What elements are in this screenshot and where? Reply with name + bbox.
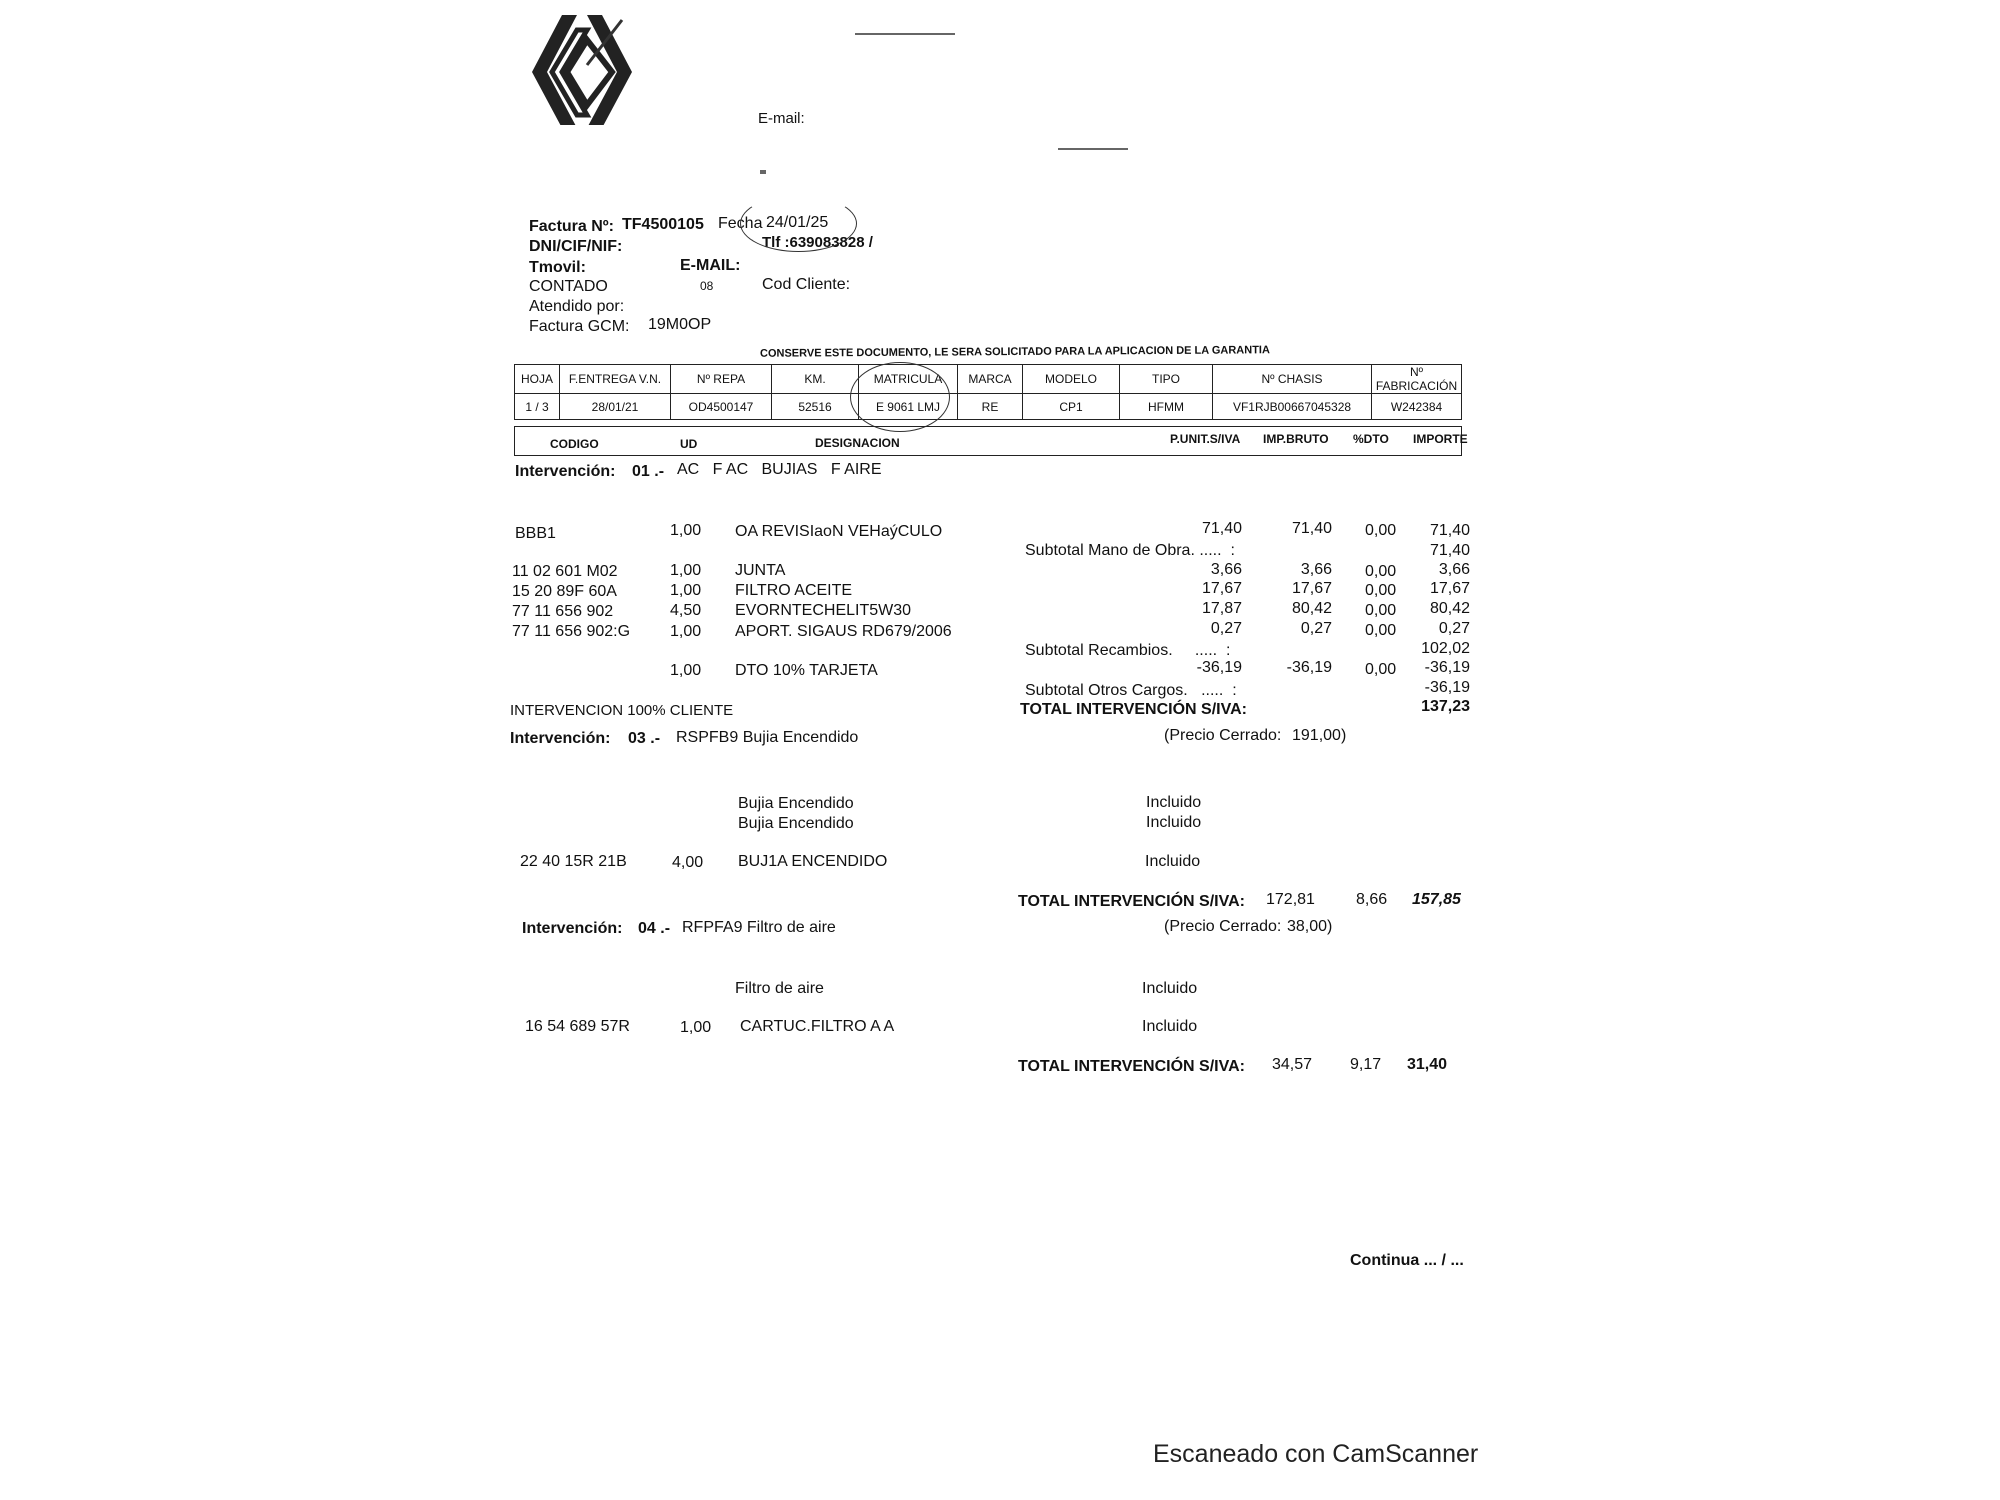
line-punit: -36,19 <box>1196 659 1242 676</box>
line-bruto: 71,40 <box>1291 520 1332 537</box>
col-ud: UD <box>680 437 698 451</box>
line-code: 15 20 89F 60A <box>512 583 617 600</box>
line-ud: 1,00 <box>670 562 702 579</box>
redacted-mark <box>855 33 955 35</box>
email-label: E-mail: <box>758 110 805 127</box>
km-value: 52516 <box>772 394 859 420</box>
col-impbruto: IMP.BRUTO <box>1263 432 1329 446</box>
subtotal-other: -36,19 <box>1424 679 1470 696</box>
line-desc: JUNTA <box>735 562 786 579</box>
mobile-label: Tmovil: <box>529 259 586 276</box>
line-bruto: 17,67 <box>1291 580 1332 597</box>
vehicle-header-row <box>515 365 1462 394</box>
redacted-mark <box>1058 148 1128 150</box>
line-ud: 1,00 <box>670 522 702 539</box>
intervention-total: 31,40 <box>1407 1056 1448 1073</box>
line-status: Incluido <box>1145 853 1201 870</box>
col-header: MODELO <box>1023 365 1120 394</box>
col-header: KM. <box>772 365 859 394</box>
line-ud: 1,00 <box>670 623 702 640</box>
col-header: MATRICULA <box>859 365 958 394</box>
vehicle-table <box>514 364 1462 420</box>
col-header: Nº FABRICACIÓN <box>1372 365 1462 394</box>
intervention-title: RFPFA9 Filtro de aire <box>682 919 836 936</box>
line-punit: 17,87 <box>1201 600 1242 617</box>
gcm-value: 19M0OP <box>648 316 712 333</box>
subtotal-labor: 71,40 <box>1429 542 1470 559</box>
payment-method: CONTADO <box>529 278 608 295</box>
intervention-total-bruto: 34,57 <box>1272 1056 1313 1073</box>
chassis-value: VF1RJB00667045328 <box>1213 394 1372 420</box>
manufacture-number-value: W242384 <box>1372 394 1462 420</box>
line-ud: 1,00 <box>670 582 702 599</box>
line-ud: 1,00 <box>670 662 702 679</box>
line-ud: 1,00 <box>680 1019 712 1036</box>
line-punit: 3,66 <box>1210 561 1242 578</box>
intervention-title: AC F AC BUJIAS F AIRE <box>677 461 882 478</box>
line-desc: EVORNTECHELIT5W30 <box>735 602 912 619</box>
intervention-total-label: TOTAL INTERVENCIÓN S/IVA: <box>1020 701 1247 718</box>
brand-logo-icon <box>532 10 632 125</box>
col-importe: IMPORTE <box>1413 432 1468 446</box>
line-status: Incluido <box>1142 980 1198 997</box>
line-desc: Bujia Encendido <box>738 815 854 832</box>
vehicle-value-row <box>515 394 1462 420</box>
col-header: MARCA <box>958 365 1023 394</box>
line-punit: 71,40 <box>1201 520 1242 537</box>
line-dto: 0,00 <box>1365 522 1397 539</box>
closed-price: 191,00) <box>1292 727 1347 744</box>
line-desc: CARTUC.FILTRO A A <box>740 1018 895 1035</box>
subtotal-parts-label: Subtotal Recambios. ..... : <box>1025 642 1231 659</box>
hand-drawn-circle <box>850 362 950 432</box>
line-dto: 0,00 <box>1365 622 1397 639</box>
repair-number-value: OD4500147 <box>671 394 772 420</box>
col-header: Nº CHASIS <box>1213 365 1372 394</box>
phone-number: Tlf :639083828 / <box>762 234 873 251</box>
line-importe: 3,66 <box>1438 561 1470 578</box>
delivery-date-value: 28/01/21 <box>560 394 671 420</box>
line-desc: Filtro de aire <box>735 980 824 997</box>
dni-label: DNI/CIF/NIF: <box>529 238 623 255</box>
redacted-mark <box>760 170 766 174</box>
hand-drawn-circle <box>740 195 857 252</box>
invoice-label: Factura Nº: <box>529 218 614 235</box>
payment-code: 08 <box>700 279 714 293</box>
intervention-number: 01 .- <box>632 463 665 480</box>
gcm-label: Factura GCM: <box>529 318 630 335</box>
line-bruto: 0,27 <box>1300 620 1332 637</box>
line-code: 77 11 656 902:G <box>512 623 631 640</box>
line-importe: 71,40 <box>1429 522 1470 539</box>
line-importe: 17,67 <box>1429 580 1470 597</box>
line-dto: 0,00 <box>1365 602 1397 619</box>
line-code: 22 40 15R 21B <box>520 853 627 870</box>
closed-price-label: (Precio Cerrado: <box>1164 727 1282 744</box>
intervention-total-dto: 9,17 <box>1350 1056 1382 1073</box>
line-bruto: -36,19 <box>1286 659 1332 676</box>
line-code: BBB1 <box>515 525 556 542</box>
line-desc: Bujia Encendido <box>738 795 854 812</box>
line-importe: 0,27 <box>1438 620 1470 637</box>
line-status: Incluido <box>1146 814 1202 831</box>
closed-price-label: (Precio Cerrado: <box>1164 918 1282 935</box>
line-dto: 0,00 <box>1365 582 1397 599</box>
plate-value: E 9061 LMJ <box>859 394 958 420</box>
closed-price: 38,00) <box>1287 918 1333 935</box>
intervention-title: RSPFB9 Bujia Encendido <box>676 729 859 746</box>
subtotal-parts: 102,02 <box>1421 640 1470 657</box>
line-importe: 80,42 <box>1429 600 1470 617</box>
client-code-label: Cod Cliente: <box>762 276 851 293</box>
intervention-total-bruto: 172,81 <box>1266 891 1315 908</box>
invoice-number: TF4500105 <box>622 216 704 233</box>
col-header: TIPO <box>1120 365 1213 394</box>
line-bruto: 3,66 <box>1300 561 1332 578</box>
line-code: 77 11 656 902 <box>512 603 614 620</box>
email-upper-label: E-MAIL: <box>680 257 741 274</box>
col-header: HOJA <box>515 365 560 394</box>
col-header: F.ENTREGA V.N. <box>560 365 671 394</box>
line-dto: 0,00 <box>1365 661 1397 678</box>
model-value: CP1 <box>1023 394 1120 420</box>
brand-value: RE <box>958 394 1023 420</box>
intervention-total: 137,23 <box>1421 698 1470 715</box>
line-desc: APORT. SIGAUS RD679/2006 <box>735 623 952 640</box>
warranty-note: CONSERVE ESTE DOCUMENTO, LE SERA SOLICITADO PARA LA APLICACION DE LA GARANTIA <box>759 344 1270 360</box>
intervention-total: 157,85 <box>1412 891 1461 908</box>
subtotal-labor-label: Subtotal Mano de Obra. ..... : <box>1025 542 1235 559</box>
line-ud: 4,00 <box>672 854 704 871</box>
date-label: Fecha <box>718 215 763 232</box>
line-punit: 0,27 <box>1210 620 1242 637</box>
scanner-watermark: Escaneado con CamScanner <box>1153 1440 1479 1468</box>
line-importe: -36,19 <box>1424 659 1470 676</box>
intervention-label: Intervención: <box>522 920 623 937</box>
continues-label: Continua ... / ... <box>1350 1252 1464 1269</box>
invoice-date: 24/01/25 <box>766 214 829 231</box>
type-value: HFMM <box>1120 394 1213 420</box>
line-code: 11 02 601 M02 <box>512 563 618 580</box>
intervention-number: 04 .- <box>638 920 671 937</box>
line-punit: 17,67 <box>1201 580 1242 597</box>
intervention-number: 03 .- <box>628 730 661 747</box>
intervention-label: Intervención: <box>510 730 611 747</box>
intervention-total-dto: 8,66 <box>1356 891 1388 908</box>
line-desc: BUJ1A ENCENDIDO <box>738 853 888 870</box>
intervention-total-label: TOTAL INTERVENCIÓN S/IVA: <box>1018 893 1245 910</box>
attended-label: Atendido por: <box>529 298 625 315</box>
col-dto: %DTO <box>1353 432 1389 446</box>
col-designacion: DESIGNACION <box>815 436 900 450</box>
line-bruto: 80,42 <box>1291 600 1332 617</box>
col-header: Nº REPA <box>671 365 772 394</box>
line-ud: 4,50 <box>670 602 702 619</box>
col-codigo: CODIGO <box>550 437 599 451</box>
intervention-label: Intervención: <box>515 463 616 480</box>
intervention-total-label: TOTAL INTERVENCIÓN S/IVA: <box>1018 1058 1245 1075</box>
col-punit: P.UNIT.S/IVA <box>1170 432 1241 446</box>
subtotal-other-label: Subtotal Otros Cargos. ..... : <box>1025 682 1237 699</box>
line-desc: OA REVISIaoN VEHaýCULO <box>735 523 943 540</box>
sheet-value: 1 / 3 <box>515 394 560 420</box>
line-dto: 0,00 <box>1365 563 1397 580</box>
line-status: Incluido <box>1142 1018 1198 1035</box>
line-status: Incluido <box>1146 794 1202 811</box>
line-desc: FILTRO ACEITE <box>735 582 853 599</box>
intervention-note: INTERVENCION 100% CLIENTE <box>510 702 734 719</box>
line-desc: DTO 10% TARJETA <box>735 662 878 679</box>
line-code: 16 54 689 57R <box>525 1018 630 1035</box>
